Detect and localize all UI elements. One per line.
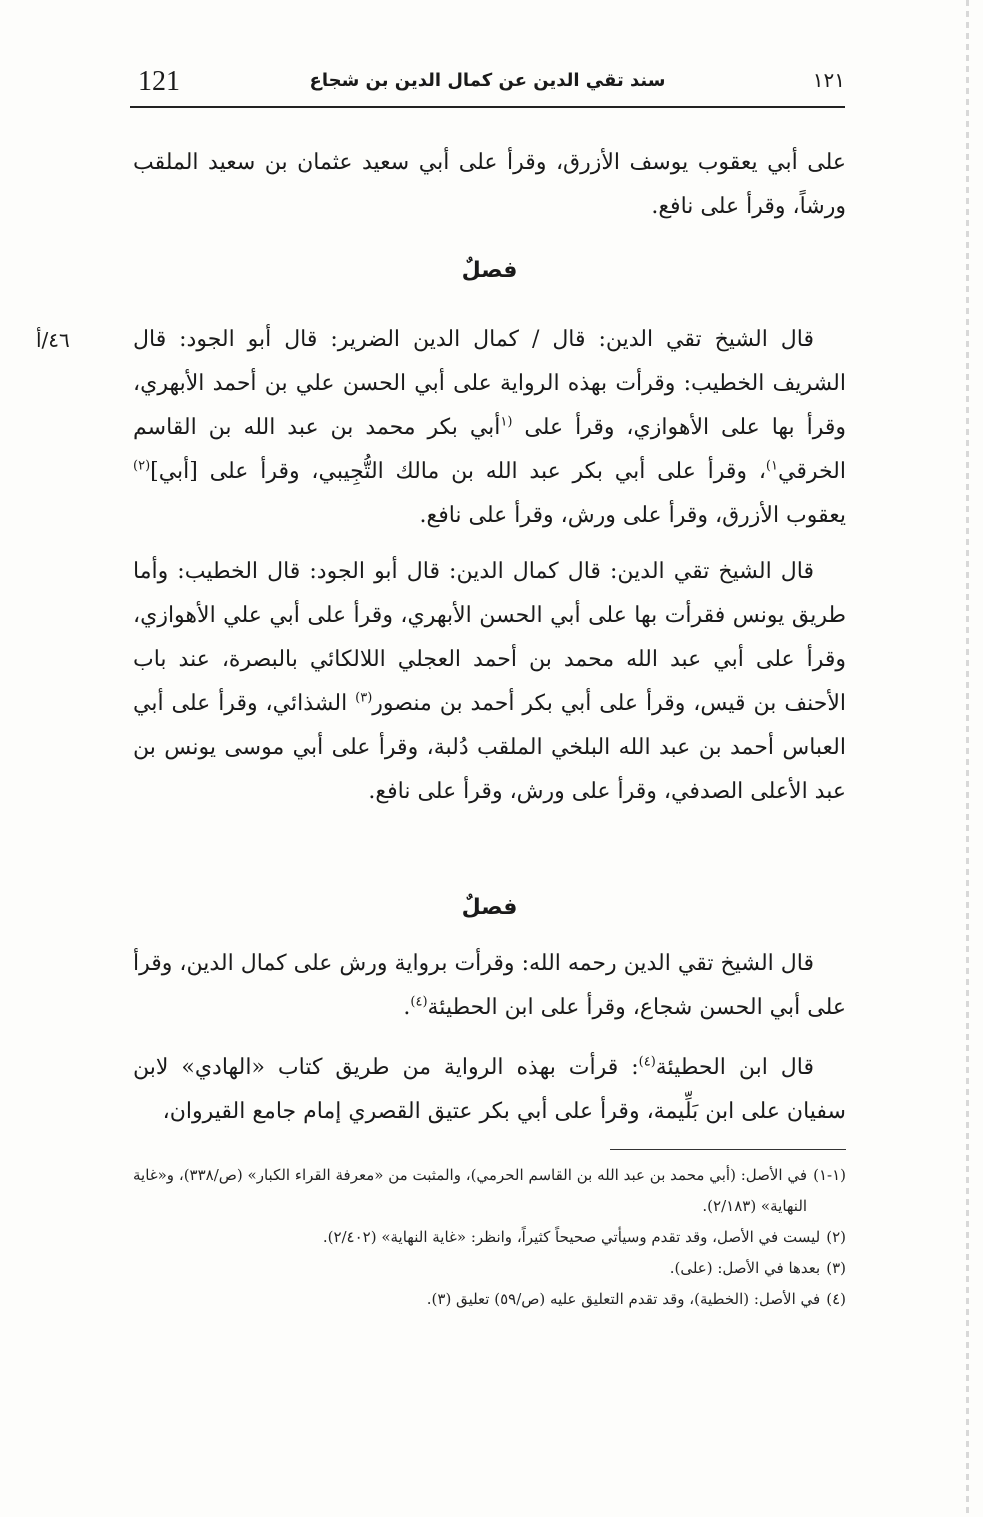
paragraph-continued — [133, 141, 846, 229]
footnote-ref: (١ — [500, 414, 513, 430]
footnote-number: (٢) — [826, 1228, 846, 1246]
text-run: قال ابن الحطيئة — [655, 1055, 814, 1080]
section-heading: فصلٌ — [461, 895, 518, 920]
footnote-text: بعدها في الأصل: (على). — [669, 1259, 821, 1277]
footnote — [133, 1253, 846, 1284]
paragraph-text — [133, 318, 846, 538]
footnote-number: (١-١) — [813, 1166, 846, 1184]
text-run: أبي بكر محمد بن عبد الله بن القاسم الخرقي — [133, 415, 846, 484]
footnote-ref: (٣) — [355, 690, 373, 706]
text-run: قال الشيخ تقي الدين: قال كمال الدين: قال أبو الجود: قال الخطيب: وأما طريق يونس فقرأت بها على أبي الحسن الأبهري، وقرأ على أبي علي الأهوازي، وقرأ على أبي عبد الله محمد بن أحمد العجلي اللالكائي بالبصرة، عند باب الأحنف بن قيس، وقرأ على أبي بكر أحمد بن منصور — [133, 559, 846, 716]
footnotes — [133, 1160, 846, 1315]
footnote-number: (٣) — [826, 1259, 846, 1277]
section-heading: فصلٌ — [461, 258, 518, 283]
footnote-ref: (٢) — [133, 458, 151, 474]
page-number-latin: 121 — [138, 66, 180, 97]
paragraph-3 — [133, 942, 846, 1030]
footnote — [133, 1284, 846, 1315]
footnote-rule — [610, 1149, 846, 1150]
paragraph-text — [133, 1046, 846, 1134]
paragraph-1 — [133, 318, 846, 538]
footnote-text: في الأصل: (أبي محمد بن عبد الله بن القاسم الحرمي)، والمثبت من «معرفة القراء الكبار» (ص/٣٣٨)، و«غاية النهاية» (٢/١٨٣). — [133, 1166, 808, 1215]
footnote-number: (٤) — [826, 1290, 846, 1308]
scan-edge-artifact — [966, 0, 969, 1517]
header-rule — [130, 106, 845, 108]
running-head — [130, 64, 845, 104]
paragraph-text: على أبي يعقوب يوسف الأزرق، وقرأ على أبي سعيد عثمان بن سعيد الملقب ورشاً، وقرأ على نافع. — [133, 150, 846, 219]
footnote-ref: (٤) — [638, 1054, 656, 1070]
text-run: قال الشيخ تقي الدين: قال / كمال الدين الضرير: قال أبو الجود: قال الشريف الخطيب: وقرأت بهذه الرواية على أبي الحسن علي بن أحمد الأبهري، وقرأ بها على الأهوازي، وقرأ على — [133, 327, 846, 440]
footnote-ref: ١) — [765, 458, 778, 474]
paragraph-4 — [133, 1046, 846, 1134]
text-run: يعقوب الأزرق، وقرأ على ورش، وقرأ على نافع. — [419, 503, 846, 528]
margin-folio-note: ٤٦/أ — [36, 328, 70, 352]
footnote — [133, 1222, 846, 1253]
text-run: قال الشيخ تقي الدين رحمه الله: وقرأت برواية ورش على كمال الدين، وقرأ على أبي الحسن شجاع، وقرأ على ابن الحطيئة — [133, 951, 846, 1020]
page-number-arabic: ١٢١ — [812, 68, 845, 92]
paragraph-text — [133, 942, 846, 1030]
text-run: الشذائي، وقرأ على أبي العباس أحمد بن عبد الله البلخي الملقب دُلبة، وقرأ على أبي موسى يونس بن عبد الأعلى الصدفي، وقرأ على ورش، وقرأ على نافع. — [133, 691, 846, 804]
text-run: . — [403, 995, 411, 1020]
text-run: ، وقرأ على أبي بكر عبد الله بن مالك التُّجِيبي، وقرأ على [أبي] — [150, 459, 766, 484]
footnote — [133, 1160, 846, 1222]
paragraph-2 — [133, 550, 846, 814]
running-head-title: سند تقي الدين عن كمال الدين بن شجاع — [309, 70, 666, 91]
footnote-text: في الأصل: (الخطية)، وقد تقدم التعليق عليه (ص/٥٩) تعليق (٣). — [426, 1290, 821, 1308]
footnote-text: ليست في الأصل، وقد تقدم وسيأتي صحيحاً كثيراً، وانظر: «غاية النهاية» (٢/٤٠٢). — [322, 1228, 821, 1246]
text-run: : قرأت بهذه الرواية من طريق كتاب «الهادي» لابن سفيان على ابن بَلِّيمة، وقرأ على أبي بكر عتيق القصري إمام جامع القيروان، — [133, 1055, 846, 1124]
footnote-ref: (٤) — [410, 994, 428, 1010]
paragraph-text — [133, 550, 846, 814]
